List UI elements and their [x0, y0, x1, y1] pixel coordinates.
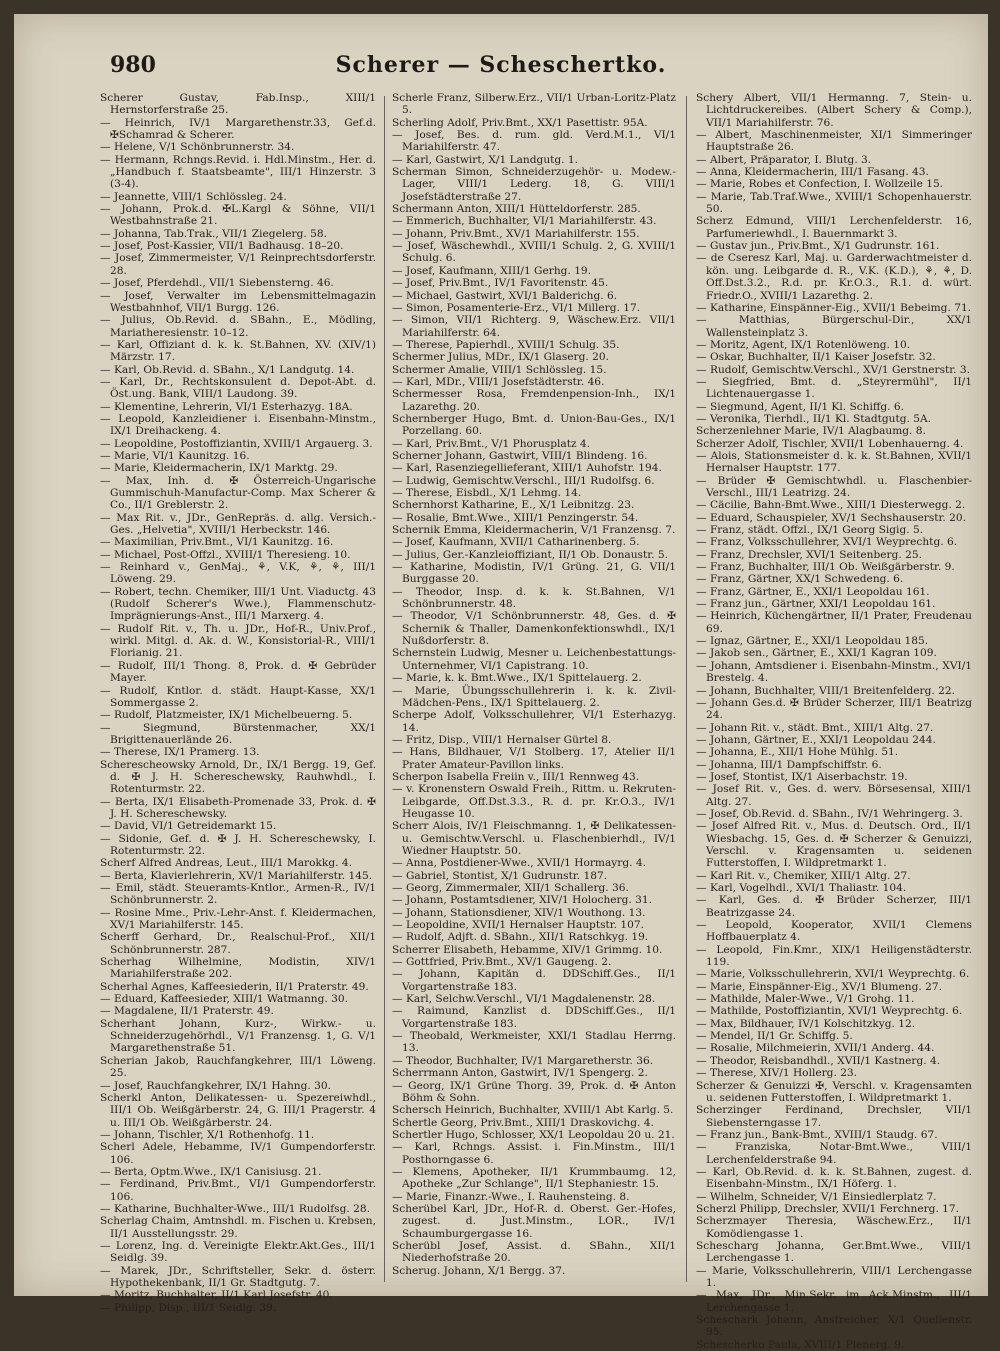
directory-entry: — Hermann, Rchngs.Revid. i. Hdl.Minstm., Her. d. „Handbuch f. Staatsbeamte", III/1 Hinzerstr. 3 (3-4). [100, 153, 376, 191]
directory-entry: — Josef, Priv.Bmt., IV/1 Favoritenstr. 45. [392, 277, 609, 290]
directory-entry: — Gottfried, Priv.Bmt., XV/1 Gaugeng. 2. [392, 956, 612, 969]
directory-entry: — Brüder ✠ Gemischtwhdl. u. Flaschenbier-Verschl., III/1 Leatrizg. 24. [696, 474, 972, 499]
directory-entry: — Marie, k. k. Bmt.Wwe., IX/1 Spittelauerg. 2. [392, 672, 642, 685]
directory-entry: Scherlag Chaim, Amtnshdl. m. Fischen u. Krebsen, II/1 Ausstellungsstr. 29. [100, 1215, 376, 1240]
directory-entry: — Rudolf, Platzmeister, IX/1 Michelbeuerng. 5. [100, 709, 353, 722]
directory-entry: Scherrer Elisabeth, Hebamme, XIV/1 Grimmg. 10. [392, 943, 663, 956]
directory-entry: Scherzl Philipp, Drechsler, XVII/1 Ferchnerg. 17. [696, 1202, 960, 1215]
directory-entry: Scherkl Anton, Delikatessen- u. Spezereiwhdl., III/1 Ob. Weißgärberstr. 24, G. III/1 Pragerstr. 4 u. III/1 Ob. Weißgärberstr. 24. [100, 1091, 376, 1129]
column-divider [686, 96, 687, 1282]
directory-entry: — Mathilde, Maler-Wwe., V/1 Grohg. 11. [696, 993, 915, 1006]
directory-entry: — Katharine, Modistin, IV/1 Grüng. 21, G. VII/1 Burggasse 20. [392, 561, 676, 586]
directory-entry: — Rudolf, Gemischtw.Verschl., XV/1 Gerstnerstr. 3. [696, 363, 971, 376]
directory-entry: — Rosalie, Bmt.Wwe., XIII/1 Penzingerstr. 54. [392, 511, 639, 524]
directory-entry: Scherübel Karl, JDr., Hof-R. d. Oberst. Ger.-Hofes, zugest. d. Just.Minstm., LOR., IV/1 Schaumburgergasse 16. [392, 1202, 676, 1240]
directory-entry: — Helene, V/1 Schönbrunnerstr. 34. [100, 141, 295, 154]
directory-entry: — Veronika, Tierhdl., II/1 Kl. Stadtgutg. 5A. [696, 412, 932, 425]
directory-entry: — Mathilde, Postoffiziantin, XVI/1 Weyprechtg. 6. [696, 1005, 963, 1018]
directory-entry: — Therese, IX/1 Pramerg. 13. [100, 746, 260, 759]
directory-entry: Scherzinger Ferdinand, Drechsler, VII/1 Siebensterngasse 17. [696, 1104, 972, 1129]
running-head: Scherer — Scheschertko. [335, 52, 667, 78]
directory-entry: — Berta, Optm.Wwe., IX/1 Canisiusg. 21. [100, 1165, 322, 1178]
directory-entry: Scherzenlehner Marie, IV/1 Alagbaumg. 8. [696, 425, 926, 438]
directory-entry: — Simon, VII/1 Richterg. 9, Wäschew.Erz. VII/1 Mariahilferstr. 64. [392, 314, 676, 339]
directory-entry: — Franz, Drechsler, XVI/1 Seitenberg. 25. [696, 548, 922, 561]
directory-entry: — Marie, VI/1 Kaunitzg. 16. [100, 449, 250, 462]
directory-entry: Scherian Jakob, Rauchfangkehrer, III/1 Löweng. 25. [100, 1054, 376, 1080]
directory-entry: — Heinrich, Küchengärtner, II/1 Prater, Freudenau 69. [696, 610, 972, 635]
directory-entry: — Jakob sen., Gärtner, E., XXI/1 Kagran 109. [696, 647, 937, 660]
directory-entry: — Karl Rit. v., Chemiker, XIII/1 Altg. 27. [696, 869, 911, 882]
directory-entry: — Karl, Offiziant d. k. k. St.Bahnen, XV. (XIV/1) Märzstr. 17. [100, 338, 376, 364]
directory-entry: Schermesser Rosa, Fremdenpension-Inh., IX/1 Lazarethg. 20. [392, 388, 676, 413]
directory-entry: — Theodor, Insp. d. k. k. St.Bahnen, V/1 Schönbrunnerstr. 48. [392, 585, 676, 611]
directory-entry: Scherhag Wilhelmine, Modistin, XIV/1 Mariahilferstraße 202. [100, 956, 376, 981]
directory-entry: — Georg, Zimmermaler, XII/1 Schallerg. 36. [392, 882, 629, 894]
directory-entry: — Josef, Bes. d. rum. gld. Verd.M.1., VI/1 Mariahilferstr. 47. [392, 129, 676, 154]
directory-entry: — Johann, Tischler, X/1 Rothenhofg. 11. [100, 1128, 315, 1141]
directory-entry: — Alois, Stationsmeister d. k. k. St.Bahnen, XVII/1 Hernalser Hauptstr. 177. [696, 449, 972, 475]
directory-entry: — Leopold, Kanzleidiener i. Eisenbahn-Minstm., IX/1 Dreihackeng. 4. [100, 412, 376, 438]
directory-entry: — Johanna, III/1 Dampfschiffstr. 6. [696, 758, 882, 771]
directory-entry: — Michael, Post-Offzl., XVIII/1 Theresieng. 10. [100, 548, 351, 561]
directory-entry: — Marie, Einspänner-Eig., XV/1 Blumeng. 27. [696, 980, 942, 993]
directory-entry: — Rudolf Rit. v., Th. u. JDr., Hof-R., Univ.Prof., wirkl. Mitgl. d. Ak. d. W., Konsistorial-R., VIII/1 Florianig. 21. [100, 622, 376, 660]
directory-entry: — Johanna, E., XII/1 Hohe Mühlg. 51. [696, 746, 899, 759]
directory-entry: — Josef, Pferdehdl., VII/1 Siebensterng. 46. [100, 277, 334, 290]
directory-entry: — Mendel, II/1 Gr. Schiffg. 5. [696, 1030, 853, 1043]
directory-entry: Scheschark Johann, Anstreicher, X/1 Quellenstr. 95. [696, 1314, 972, 1339]
directory-entry: — Franz, Gärtner, XX/1 Schwedeng. 6. [696, 573, 904, 586]
directory-entry: — Julius, Ger.-Kanzleioffiziant, II/1 Ob. Donaustr. 5. [392, 548, 668, 561]
directory-entry: — Karl, Selchw.Verschl., VI/1 Magdalenenstr. 28. [392, 993, 656, 1006]
directory-entry: Scherer Gustav, Fab.Insp., XIII/1 Hernstorferstraße 25. [100, 92, 376, 117]
directory-entry: — Robert, techn. Chemiker, III/1 Unt. Viaductg. 43 (Rudolf Scherer's Wwe.), Flammenschutz-Imprägnierungs-Anst., III/1 Marxerg. 4. [100, 585, 376, 623]
directory-entry: Scherpe Adolf, Volksschullehrer, VI/1 Esterhazyg. 14. [392, 709, 676, 734]
directory-entry: — Josef, Zimmermeister, V/1 Reinprechtsdorferstr. 28. [100, 252, 376, 277]
directory-entry: — Marie, Volksschullehrerin, VIII/1 Lerchengasse 1. [696, 1264, 972, 1289]
directory-entry: — Josef, Post-Kassier, VII/1 Badhausg. 18–20. [100, 240, 344, 253]
column-divider [384, 96, 385, 1282]
directory-entry: Scherle Franz, Silberw.Erz., VII/1 Urban-Loritz-Platz 5. [392, 92, 676, 117]
directory-entry: — Karl, Ob.Revid. d. SBahn., X/1 Landgutg. 14. [100, 363, 355, 376]
directory-entry: — Karl, Dr., Rechtskonsulent d. Depot-Abt. d. Öst.ung. Bank, VIII/1 Laudong. 39. [100, 375, 376, 401]
directory-entry: — Johann, Amtsdiener i. Eisenbahn-Minstm., XVI/1 Brestelg. 4. [696, 659, 972, 685]
directory-entry: — David, VI/1 Getreidemarkt 15. [100, 820, 277, 833]
directory-entry: — Berta, IX/1 Elisabeth-Promenade 33, Prok. d. ✠ J. H. Schereschewsky. [100, 795, 376, 820]
directory-entry: — Klementine, Lehrerin, VI/1 Esterhazyg. 18A. [100, 400, 353, 413]
directory-entry: — Karl, Rasenziegellieferant, XIII/1 Auhofstr. 194. [392, 462, 662, 475]
directory-entry: — Johann, Gärtner, E., XXI/1 Leopoldau 244. [696, 733, 936, 746]
directory-entry: Scherman Simon, Schneiderzugehör- u. Modew.-Lager, VIII/1 Lederg. 18, G. VIII/1 Josefstädterstraße 27. [392, 166, 676, 203]
directory-entry: Schermann Anton, XIII/1 Hütteldorferstr. 285. [392, 203, 641, 216]
directory-entry: Scherug. Johann, X/1 Bergg. 37. [392, 1264, 566, 1277]
directory-entry: — Rosalie, Milchmeierin, XVII/1 Anderg. 44. [696, 1042, 935, 1055]
directory-entry: — Franziska, Notar-Bmt.Wwe., VIII/1 Lerchenfelderstraße 94. [696, 1141, 972, 1166]
directory-entry: — Franz, städt. Offzl., IX/1 Georg Sigig. 5. [696, 524, 924, 537]
directory-entry: Schernstein Ludwig, Mesner u. Leichenbestattungs-Unternehmer, VI/1 Capistrang. 10. [392, 647, 676, 672]
directory-entry: — Hans, Bildhauer, V/1 Stolberg. 17, Atelier II/1 Prater Amateur-Pavillon links. [392, 746, 676, 771]
directory-entry: — Anna, Kleidermacherin, III/1 Fasang. 43. [696, 166, 929, 179]
directory-entry: — Georg, IX/1 Grüne Thorg. 39, Prok. d. ✠ Anton Böhm & Sohn. [392, 1079, 676, 1104]
directory-entry: — Albert, Präparator, I. Blutg. 3. [696, 153, 872, 166]
directory-entry: — Therese, Papierhdl., XVIII/1 Schulg. 35. [392, 338, 620, 351]
directory-entry: — Sidonie, Gef. d. ✠ J. H. Schereschewsky, I. Rotenturmstr. 22. [100, 832, 376, 857]
directory-entry: — Ferdinand, Priv.Bmt., VI/1 Gumpendorferstr. 106. [100, 1178, 376, 1203]
directory-entry: — Josef, Rauchfangkehrer, IX/1 Hahng. 30. [100, 1079, 331, 1092]
directory-entry: — Magdalene, II/1 Praterstr. 49. [100, 1005, 274, 1018]
page-header [14, 52, 988, 92]
directory-entry: — Marie, Volksschullehrerin, XVI/1 Weyprechtg. 6. [696, 968, 970, 981]
directory-entry: — Karl, Rchngs. Assist. i. Fin.Minstm., III/1 Posthorngasse 6. [392, 1141, 676, 1166]
directory-entry: — Michael, Gastwirt, XVI/1 Balderichg. 6. [392, 289, 618, 302]
directory-entry: — v. Kronenstern Oswald Freih., Rittm. u. Rekruten-Leibgarde, Off.Dst.3.3., R. d. pr. Kr.O.3., IV/1 Heugasse 10. [392, 783, 676, 820]
directory-entry: — Max, Bildhauer, IV/1 Kolschitzkyg. 12. [696, 1017, 916, 1030]
directory-entry: — Marie, Finanzr.-Wwe., I. Rauhensteing. 8. [392, 1190, 630, 1203]
directory-entry: Scherpon Isabella Freiin v., III/1 Rennweg 43. [392, 770, 640, 783]
directory-entry: Scherzer & Genuizzi ✠, Verschl. v. Kragensamten u. seidenen Futterstoffen, I. Wildpretmarkt 1. [696, 1079, 972, 1104]
directory-entry: — Raimund, Kanzlist d. DDSchiff.Ges., II/1 Vorgartenstraße 183. [392, 1005, 676, 1030]
directory-entry: — Max, Inh. d. ✠ Österreich-Ungarische Gummischuh-Manufactur-Comp. Max Scherer & Co., II/1 Greblerstr. 2. [100, 474, 376, 512]
directory-entry: — Theodor, Buchhalter, IV/1 Margaretherstr. 36. [392, 1054, 654, 1067]
directory-entry: — Josef, Stontist, IX/1 Aiserbachstr. 19. [696, 770, 908, 783]
directory-entry: — Karl, Priv.Bmt., V/1 Phorusplatz 4. [392, 437, 591, 450]
directory-entry: — Katharine, Buchhalter-Wwe., III/1 Rudolfsg. 28. [100, 1202, 370, 1215]
directory-entry: — Johann Rit. v., städt. Bmt., XIII/1 Altg. 27. [696, 721, 934, 734]
directory-entry: Scherrmann Anton, Gastwirt, IV/1 Spengerg. 2. [392, 1067, 648, 1080]
directory-entry: Scherff Gerhard, Dr., Realschul-Prof., XII/1 Schönbrunnerstr. 287. [100, 931, 376, 956]
directory-entry: Scherzer Adolf, Tischler, XVII/1 Lobenhauerng. 4. [696, 437, 964, 450]
directory-entry: — Johann, Postamtsdiener, XIV/1 Holocherg. 31. [392, 894, 652, 907]
directory-entry: — Heinrich, IV/1 Margarethenstr.33, Gef.d. ✠Schamrad & Scherer. [100, 116, 376, 142]
directory-entry: — Josef, Kaufmann, XVII/1 Catharinenberg. 5. [392, 536, 640, 549]
directory-entry: Scherling Adolf, Priv.Bmt., XX/1 Pasettistr. 95A. [392, 116, 648, 129]
directory-entry: — Gustav jun., Priv.Bmt., X/1 Gudrunstr. 161. [696, 240, 940, 253]
directory-entry: — Eduard, Kaffeesieder, XIII/1 Watmanng. 30. [100, 993, 348, 1006]
directory-entry: — Theodor, V/1 Schönbrunnerstr. 48, Ges. d. ✠ Schernik & Thaller, Damenkonfektionswhdl., IX/1 Nußdorferstr. 8. [392, 610, 676, 648]
directory-entry: Schermer Julius, MDr., IX/1 Glaserg. 20. [392, 351, 609, 364]
directory-entry: — Lorenz, Ing. d. Vereinigte Elektr.Akt.Ges., III/1 Seidlg. 39. [100, 1239, 376, 1265]
directory-entry: — Franz jun., Gärtner, XXI/1 Leopoldau 161. [696, 598, 936, 611]
directory-entry: — Fritz, Disp., VIII/1 Hernalser Gürtel 8. [392, 733, 612, 746]
directory-entry: — Moritz, Agent, IX/1 Rotenlöweng. 10. [696, 338, 911, 351]
directory-entry: Schernhorst Katharine, E., X/1 Leibnitzg. 23. [392, 499, 635, 512]
directory-entry: — Eduard, Schauspieler, XV/1 Sechshauserstr. 20. [696, 511, 967, 524]
directory-entry: — Julius, Ob.Revid. d. SBahn., E., Mödling, Mariatheresienstr. 10–12. [100, 314, 376, 339]
directory-entry: — Leopold, Kooperator, XVII/1 Clemens Hoffbauerplatz 4. [696, 919, 972, 944]
directory-entry: — Matthias, Bürgerschul-Dir., XX/1 Wallensteinplatz 3. [696, 314, 972, 339]
directory-entry: — Simon, Posamenterie-Erz., VI/1 Millerg. 17. [392, 301, 641, 314]
directory-entry: Schernik Emma, Kleidermacherin, V/1 Franzensg. 7. [392, 524, 676, 537]
directory-entry: — Josef, Verwalter im Lebensmittelmagazin Westbahnhof, VII/1 Burgg. 126. [100, 289, 376, 314]
directory-entry: — Karl, Ob.Revid. d. k. k. St.Bahnen, zugest. d. Eisenbahn-Minstm., IX/1 Höferg. 1. [696, 1165, 972, 1191]
directory-entry: — Johann, Priv.Bmt., XV/1 Mariahilferstr. 155. [392, 227, 640, 240]
directory-entry: Schescherko Paula, XVIII/1 Plenerg. 9. [696, 1338, 905, 1351]
directory-entry: — Max, JDr., Min.Sekr. im Ack.Minstm., III/1 Lerchengasse 1. [696, 1289, 972, 1314]
directory-entry: Scherübl Josef, Assist. d. SBahn., XII/1 Niederhofstraße 20. [392, 1239, 676, 1265]
directory-entry: Schernberger Hugo, Bmt. d. Union-Bau-Ges., IX/1 Porzellang. 60. [392, 412, 676, 438]
directory-entry: — Franz jun., Bank-Bmt., XVIII/1 Staudg. 67. [696, 1128, 938, 1141]
directory-entry: — Josef, Wäschewhdl., XVIII/1 Schulg. 2, G. XVIII/1 Schulg. 6. [392, 240, 676, 265]
directory-entry: — de Cseresz Karl, Maj. u. Garderwachtmeister d. kön. ung. Leibgarde d. R., V.K. (K.D.), ⚘, ⚘, D. Off.Dst.3.2., R.d. pr. Kr.O.3., R.1. d. würt. Friedr.O., XVIII/1 Lazarethg. 2. [696, 252, 972, 302]
directory-entry: — Karl, Vogelhdl., XVI/1 Thaliastr. 104. [696, 882, 907, 894]
directory-entry: — Leopoldine, XVII/1 Hernalser Hauptstr. 107. [392, 919, 644, 932]
directory-entry: Schertle Georg, Priv.Bmt., XIII/1 Draskovichg. 4. [392, 1116, 654, 1129]
directory-entry: — Johann, Kapitän d. DDSchiff.Ges., II/1 Vorgartenstraße 183. [392, 968, 676, 993]
directory-entry: — Siegmund, Agent, II/1 Kl. Schiffg. 6. [696, 400, 905, 413]
directory-entry: — Marie, Tab.Traf.Wwe., XVIII/1 Schopenhauerstr. 50. [696, 190, 972, 216]
directory-entry: — Berta, Klavierlehrerin, XV/1 Mariahilferstr. 145. [100, 869, 373, 882]
directory-entry: Scherz Edmund, VIII/1 Lerchenfelderstr. 16, Parfumeriewhdl., I. Bauernmarkt 3. [696, 215, 972, 240]
directory-entry: — Oskar, Buchhalter, II/1 Kaiser Josefstr. 32. [696, 351, 936, 364]
directory-entry: — Rudolf, III/1 Thong. 8, Prok. d. ✠ Gebrüder Mayer. [100, 659, 376, 685]
directory-entry: — Klemens, Apotheker, II/1 Krummbaumg. 12, Apotheke „Zur Schlange", II/1 Stephaniestr. 15. [392, 1165, 676, 1191]
directory-entry: — Siegmund, Bürstenmacher, XX/1 Brigittenauerlände 26. [100, 721, 376, 746]
directory-entry: Scherr Alois, IV/1 Fleischmanng. 1, ✠ Delikatessen- u. Gemischtw.Verschl. u. Flaschenbierhdl., IV/1 Wiedner Hauptstr. 50. [392, 820, 676, 857]
directory-entry: — Ignaz, Gärtner, E., XXI/1 Leopoldau 185. [696, 635, 929, 648]
directory-entry: Schery Albert, VII/1 Hermanng. 7, Stein- u. Lichtdruckereibes. (Albert Schery & Comp.), VII/1 Mariahilferstr. 76. [696, 92, 972, 129]
directory-entry: — Karl, Gastwirt, X/1 Landgutg. 1. [392, 153, 579, 166]
directory-entry: — Johann, Prok.d. ✠L.Kargl & Söhne, VII/1 Westbahnstraße 21. [100, 203, 376, 228]
directory-entry: — Franz, Gärtner, E., XXI/1 Leopoldau 161. [696, 585, 930, 598]
directory-entry: Schermer Amalie, VIII/1 Schlössleg. 15. [392, 363, 607, 376]
directory-entry: — Katharine, Einspänner-Eig., XVII/1 Bebeimg. 71. [696, 301, 972, 314]
directory-entry: — Karl, MDr., VIII/1 Josefstädterstr. 46. [392, 375, 605, 388]
column-2 [392, 92, 676, 1288]
directory-entry: — Jeannette, VIII/1 Schlössleg. 24. [100, 190, 287, 203]
directory-entry: — Leopoldine, Postoffiziantin, XVIII/1 Argauerg. 3. [100, 437, 373, 450]
column-1 [100, 92, 376, 1314]
directory-entry: Scherf Alfred Andreas, Leut., III/1 Marokkg. 4. [100, 857, 352, 870]
directory-entry: — Leopold, Fin.Kmr., XIX/1 Heiligenstädterstr. 119. [696, 943, 972, 969]
directory-entry: Scherhant Johann, Kurz-, Wirkw.- u. Schneiderzugehörhdl., V/1 Franzensg. 1, G. V/1 Margarethenstraße 51. [100, 1017, 376, 1055]
directory-entry: Scherescheowsky Arnold, Dr., IX/1 Bergg. 19, Gef. d. ✠ J. H. Schereschewsky, Rauhwhdl., I. Rotenturmstr. 22. [100, 758, 376, 796]
directory-entry: — Rudolf, Adjft. d. SBahn., XII/1 Ratschkyg. 19. [392, 931, 649, 944]
directory-entry: — Marie, Robes et Confection, I. Wollzeile 15. [696, 178, 944, 191]
directory-columns [100, 92, 972, 1351]
directory-entry: — Moritz, Buchhalter, II/1 Karl Josefstr. 40. [100, 1289, 333, 1302]
directory-entry: Schertler Hugo, Schlosser, XX/1 Leopoldau 20 u. 21. [392, 1128, 675, 1141]
directory-entry: — Franz, Volksschullehrer, XVI/1 Weyprechtg. 6. [696, 536, 958, 549]
directory-entry: — Max Rit. v., JDr., GenRepräs. d. allg. Versich.-Ges. „Helvetia", XVIII/1 Herbeckstr. 146. [100, 511, 376, 537]
directory-entry: — Anna, Postdiener-Wwe., XVII/1 Hormayrg. 4. [392, 857, 646, 870]
directory-entry: Schersch Heinrich, Buchhalter, XVIII/1 Abt Karlg. 5. [392, 1104, 674, 1117]
directory-entry: Scherl Adele, Hebamme, IV/1 Gumpendorferstr. 106. [100, 1141, 376, 1166]
directory-entry: — Rudolf, Kntlor. d. städt. Haupt-Kasse, XX/1 Sommergasse 2. [100, 684, 376, 709]
directory-entry: — Cäcilie, Bahn-Bmt.Wwe., XIII/1 Diesterwegg. 2. [696, 499, 966, 512]
directory-entry: — Josef Rit. v., Ges. d. werv. Börsesensal, XIII/1 Altg. 27. [696, 783, 972, 808]
directory-entry: — Franz, Buchhalter, III/1 Ob. Weißgärberstr. 9. [696, 561, 955, 574]
directory-entry: — Emmerich, Buchhalter, VI/1 Mariahilferstr. 43. [392, 215, 657, 228]
directory-entry: — Rosine Mme., Priv.-Lehr-Anst. f. Kleidermachen, XV/1 Mariahilferstr. 145. [100, 906, 376, 932]
directory-entry: — Therese, Eisbdl., X/1 Lehmg. 14. [392, 487, 582, 499]
directory-entry: — Wilhelm, Schneider, V/1 Einsiedlerplatz 7. [696, 1190, 937, 1203]
directory-entry: — Marek, JDr., Schriftsteller, Sekr. d. österr. Hypothekenbank, II/1 Gr. Stadtgutg. 7. [100, 1264, 376, 1289]
page-number: 980 [110, 52, 156, 78]
column-3 [696, 92, 972, 1351]
directory-entry: — Johann, Buchhalter, VIII/1 Breitenfelderg. 22. [696, 684, 955, 697]
directory-entry: — Therese, XIV/1 Hollerg. 23. [696, 1067, 858, 1080]
directory-entry: Schescharg Johanna, Ger.Bmt.Wwe., VIII/1 Lerchengasse 1. [696, 1239, 972, 1265]
directory-entry: — Johanna, Tab.Trak., VII/1 Ziegelerg. 58. [100, 227, 327, 240]
directory-entry: — Maximilian, Priv.Bmt., VI/1 Kaunitzg. 16. [100, 536, 334, 549]
directory-entry: — Josef, Ob.Revid. d. SBahn., IV/1 Wehringerg. 3. [696, 807, 963, 820]
directory-entry: — Josef, Kaufmann, XIII/1 Gerhg. 19. [392, 264, 592, 277]
directory-entry: — Marie, Übungsschullehrerin i. k. k. Zivil-Mädchen-Pens., IX/1 Spittelauerg. 2. [392, 684, 676, 709]
directory-entry: — Reinhard v., GenMaj., ⚘, V.K, ⚘, ⚘, III/1 Löweng. 29. [100, 561, 376, 586]
directory-entry: — Gabriel, Stontist, X/1 Gudrunstr. 187. [392, 869, 608, 882]
directory-entry: — Josef Alfred Rit. v., Mus. d. Deutsch. Ord., II/1 Wiesbachg. 15, Ges. d. ✠ Scherzer & Genuizzi, Verschl. v. Kragensamten u. seidenen Futterstoffen, I. Wildpretmarkt 1. [696, 820, 972, 870]
directory-entry: — Philipp, Disp., III/1 Seidlg. 39. [100, 1301, 277, 1314]
directory-entry: — Siegfried, Bmt. d. „Steyrermühl", II/1 Lichtenauergasse 1. [696, 375, 972, 401]
directory-entry: — Ludwig, Gemischtw.Verschl., III/1 Rudolfsg. 6. [392, 474, 655, 487]
directory-entry: — Karl, Ges. d. ✠ Brüder Scherzer, III/1 Beatrizgasse 24. [696, 894, 972, 919]
directory-entry: — Marie, Kleidermacherin, IX/1 Marktg. 29. [100, 462, 338, 475]
directory-entry: — Johann, Stationsdiener, XIV/1 Wouthong. 13. [392, 906, 646, 919]
directory-entry: — Theobald, Werkmeister, XXI/1 Stadlau Herrng. 13. [392, 1030, 676, 1055]
directory-entry: — Johann Ges.d. ✠ Brüder Scherzer, III/1 Beatrizg 24. [696, 696, 972, 722]
directory-entry: — Emil, städt. Steueramts-Kntlor., Armen-R., IV/1 Schönbrunnerstr. 2. [100, 882, 376, 907]
directory-entry: Scherzmayer Theresia, Wäschew.Erz., II/1 Komödiengasse 1. [696, 1215, 972, 1240]
directory-page [14, 14, 988, 1351]
directory-entry: Scherhal Agnes, Kaffeesiederin, II/1 Praterstr. 49. [100, 980, 369, 993]
directory-entry: — Albert, Maschinenmeister, XI/1 Simmeringer Hauptstraße 26. [696, 129, 972, 154]
directory-entry: Scherner Johann, Gastwirt, VIII/1 Blindeng. 16. [392, 449, 648, 462]
directory-entry: — Theodor, Reisbandhdl., XVII/1 Kastnerg. 4. [696, 1054, 941, 1067]
